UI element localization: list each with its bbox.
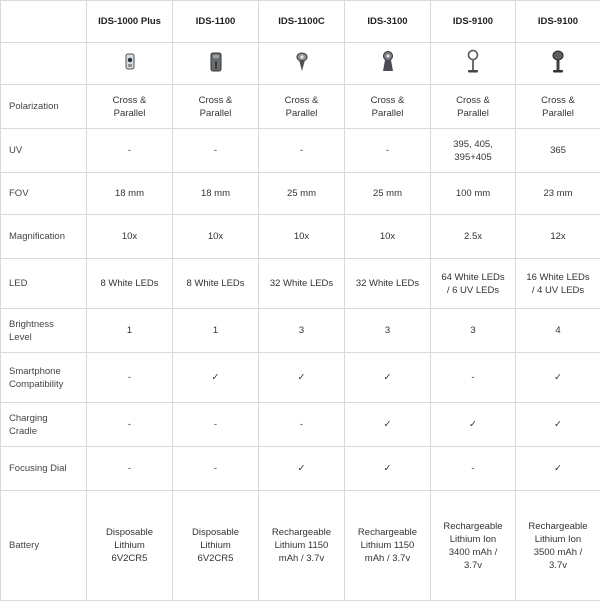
spec-cell: 395, 405, 395+405 xyxy=(431,129,516,173)
device-ids-1000-plus-icon xyxy=(120,49,140,75)
row-label: Polarization xyxy=(1,85,87,129)
spec-cell: 1 xyxy=(173,309,259,353)
header-row xyxy=(1,1,600,43)
spec-cell: 25 mm xyxy=(259,173,345,215)
spec-cell: ✓ xyxy=(345,447,431,491)
spec-cell: 1 xyxy=(87,309,173,353)
spec-row xyxy=(1,215,600,259)
device-ids-9100-icon xyxy=(548,49,568,75)
spec-cell: Cross & Parallel xyxy=(87,85,173,129)
product-image-cell xyxy=(259,43,345,85)
spec-cell: 4 xyxy=(516,309,600,353)
spec-cell: 100 mm xyxy=(431,173,516,215)
spec-cell: Cross & Parallel xyxy=(516,85,600,129)
spec-cell: Cross & Parallel xyxy=(431,85,516,129)
spec-cell: - xyxy=(173,447,259,491)
spec-cell: - xyxy=(431,353,516,403)
spec-cell: 18 mm xyxy=(87,173,173,215)
device-ids-1100c-icon xyxy=(292,49,312,75)
spec-row xyxy=(1,403,600,447)
spec-cell: - xyxy=(345,129,431,173)
spec-cell: ✓ xyxy=(516,403,600,447)
spec-cell: Rechargeable Lithium Ion 3400 mAh / 3.7v xyxy=(431,491,516,601)
device-ids-1100-icon xyxy=(206,49,226,75)
spec-cell: - xyxy=(87,353,173,403)
spec-cell: - xyxy=(431,447,516,491)
spec-cell: Rechargeable Lithium Ion 3500 mAh / 3.7v xyxy=(516,491,600,601)
row-label: Focusing Dial xyxy=(1,447,87,491)
spec-cell: - xyxy=(259,129,345,173)
spec-cell: 32 White LEDs xyxy=(259,259,345,309)
spec-cell: 64 White LEDs / 6 UV LEDs xyxy=(431,259,516,309)
spec-cell: 25 mm xyxy=(345,173,431,215)
column-header: IDS-1100 xyxy=(173,1,259,43)
spec-row xyxy=(1,447,600,491)
spec-row xyxy=(1,173,600,215)
spec-row xyxy=(1,259,600,309)
row-label: Charging Cradle xyxy=(1,403,87,447)
column-header: IDS-9100 xyxy=(431,1,516,43)
spec-cell: Cross & Parallel xyxy=(173,85,259,129)
spec-cell: 3 xyxy=(259,309,345,353)
spec-cell: - xyxy=(173,129,259,173)
spec-cell: - xyxy=(259,403,345,447)
device-ids-3100-icon xyxy=(378,49,398,75)
spec-cell: ✓ xyxy=(259,447,345,491)
spec-cell: 10x xyxy=(87,215,173,259)
spec-cell: - xyxy=(87,129,173,173)
spec-cell: ✓ xyxy=(516,447,600,491)
spec-cell: 3 xyxy=(345,309,431,353)
spec-row xyxy=(1,491,600,601)
spec-cell: ✓ xyxy=(516,353,600,403)
spec-cell: - xyxy=(87,447,173,491)
spec-cell: ✓ xyxy=(173,353,259,403)
spec-cell: Disposable Lithium 6V2CR5 xyxy=(87,491,173,601)
spec-cell: 8 White LEDs xyxy=(173,259,259,309)
spec-cell: - xyxy=(173,403,259,447)
row-label: LED xyxy=(1,259,87,309)
spec-cell: Rechargeable Lithium 1150 mAh / 3.7v xyxy=(259,491,345,601)
row-label: UV xyxy=(1,129,87,173)
product-image-cell xyxy=(431,43,516,85)
spec-cell: ✓ xyxy=(431,403,516,447)
spec-cell: Rechargeable Lithium 1150 mAh / 3.7v xyxy=(345,491,431,601)
product-image-cell xyxy=(87,43,173,85)
spec-cell: 3 xyxy=(431,309,516,353)
spec-cell: Cross & Parallel xyxy=(259,85,345,129)
image-row xyxy=(1,43,600,85)
column-header: IDS-1100C xyxy=(259,1,345,43)
column-header: IDS-9100 xyxy=(516,1,600,43)
corner-cell xyxy=(1,43,87,85)
spec-cell: 16 White LEDs / 4 UV LEDs xyxy=(516,259,600,309)
row-label: Magnification xyxy=(1,215,87,259)
spec-cell: 10x xyxy=(345,215,431,259)
spec-row xyxy=(1,353,600,403)
row-label: Battery xyxy=(1,491,87,601)
product-image-cell xyxy=(516,43,600,85)
spec-cell: - xyxy=(87,403,173,447)
product-image-cell xyxy=(173,43,259,85)
product-image-cell xyxy=(345,43,431,85)
spec-cell: 23 mm xyxy=(516,173,600,215)
spec-cell: 12x xyxy=(516,215,600,259)
spec-cell: 18 mm xyxy=(173,173,259,215)
spec-row xyxy=(1,85,600,129)
spec-cell: 365 xyxy=(516,129,600,173)
spec-cell: Cross & Parallel xyxy=(345,85,431,129)
spec-cell: 8 White LEDs xyxy=(87,259,173,309)
spec-cell: 2.5x xyxy=(431,215,516,259)
device-ids-9100-icon xyxy=(463,49,483,75)
column-header: IDS-3100 xyxy=(345,1,431,43)
spec-cell: Disposable Lithium 6V2CR5 xyxy=(173,491,259,601)
spec-cell: ✓ xyxy=(259,353,345,403)
spec-cell: 10x xyxy=(173,215,259,259)
row-label: FOV xyxy=(1,173,87,215)
spec-row xyxy=(1,129,600,173)
corner-cell xyxy=(1,1,87,43)
row-label: Brightness Level xyxy=(1,309,87,353)
column-header: IDS-1000 Plus xyxy=(87,1,173,43)
spec-cell: 10x xyxy=(259,215,345,259)
spec-cell: ✓ xyxy=(345,403,431,447)
spec-row xyxy=(1,309,600,353)
row-label: Smartphone Compatibility xyxy=(1,353,87,403)
spec-cell: ✓ xyxy=(345,353,431,403)
spec-cell: 32 White LEDs xyxy=(345,259,431,309)
